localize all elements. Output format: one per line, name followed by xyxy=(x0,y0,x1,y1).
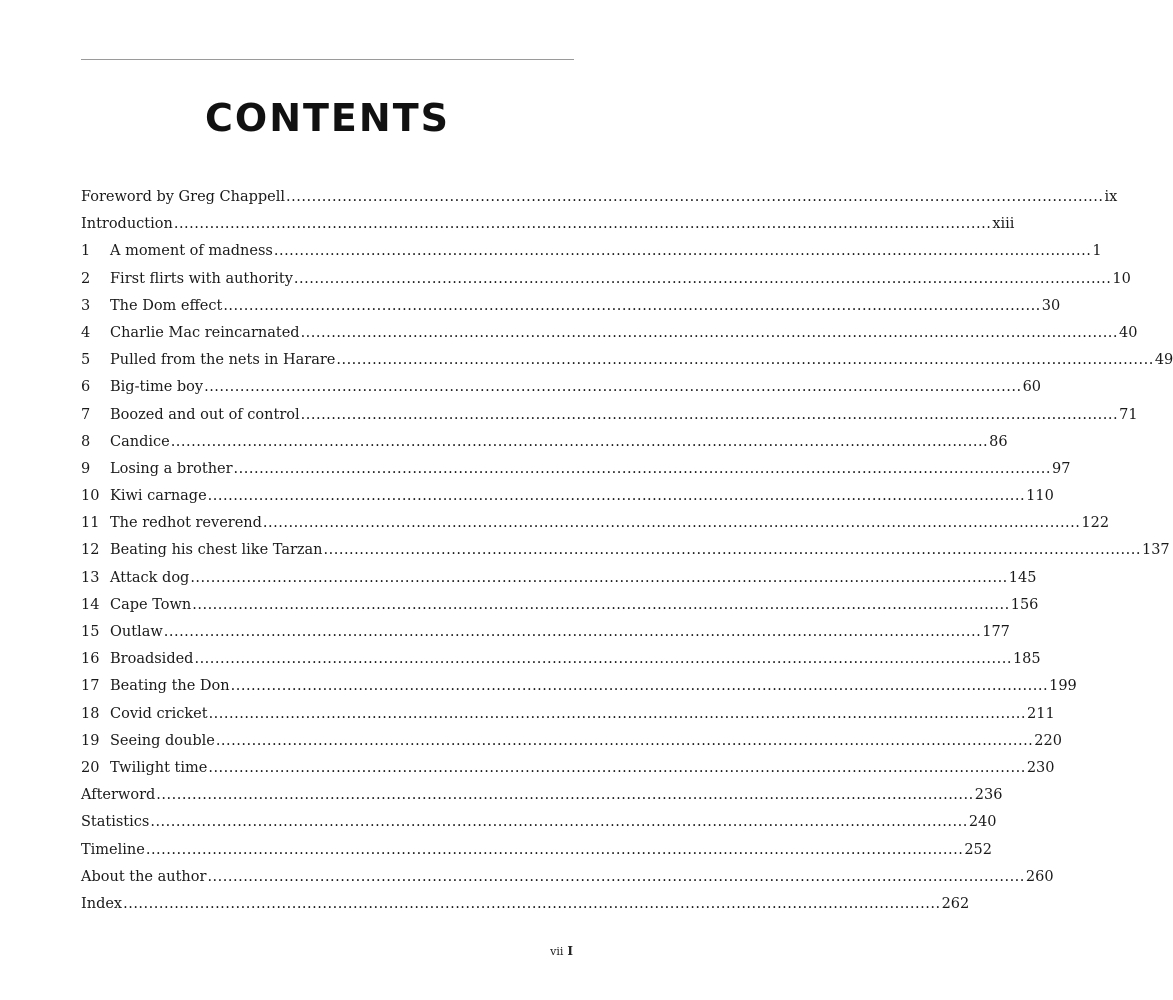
chapter-number: 20 xyxy=(81,759,100,776)
dot-leader: ................................................................................................................................................................ xyxy=(293,270,1112,287)
entry-title: The redhot reverend xyxy=(110,515,262,532)
chapter-number: 17 xyxy=(81,678,100,695)
page-number: 211 xyxy=(1027,705,1055,722)
dot-leader: ................................................................................................................................................................ xyxy=(230,678,1049,695)
toc-entry[interactable] xyxy=(81,592,1039,619)
page-number: 97 xyxy=(1052,460,1071,477)
dot-leader: ................................................................................................................................................................ xyxy=(233,460,1052,477)
chapter-number: 12 xyxy=(81,542,100,559)
entry-title: Boozed and out of control xyxy=(110,406,300,423)
toc-entry[interactable] xyxy=(81,402,1138,429)
entry-title: Pulled from the nets in Harare xyxy=(110,352,336,369)
entry-title: First flirts with authority xyxy=(110,270,293,287)
entry-title: Cape Town xyxy=(110,596,192,613)
entry-title: A moment of madness xyxy=(110,243,273,260)
dot-leader: ................................................................................................................................................................ xyxy=(194,651,1012,668)
entry-title: Introduction xyxy=(81,216,173,233)
toc-entry[interactable] xyxy=(81,374,1042,401)
dot-leader: ................................................................................................................................................................ xyxy=(208,705,1027,722)
page-number: 40 xyxy=(1119,324,1138,341)
toc-entry[interactable] xyxy=(81,864,1054,891)
page-number: 230 xyxy=(1026,759,1055,776)
chapter-number: 3 xyxy=(81,297,91,314)
chapter-number: 2 xyxy=(81,270,91,287)
folio-mark: I xyxy=(567,944,573,958)
dot-leader: ................................................................................................................................................................ xyxy=(150,814,968,831)
toc-entry[interactable] xyxy=(81,809,997,836)
toc-entry[interactable] xyxy=(81,891,970,918)
dot-leader: ................................................................................................................................................................ xyxy=(123,895,941,912)
dot-leader: ................................................................................................................................................................ xyxy=(207,868,1025,885)
entry-title: The Dom effect xyxy=(110,297,223,314)
dot-leader: ................................................................................................................................................................ xyxy=(204,379,1022,396)
toc-entry[interactable] xyxy=(81,701,1055,728)
page-number: 185 xyxy=(1012,651,1041,668)
dot-leader: ................................................................................................................................................................ xyxy=(300,406,1119,423)
entry-title: Covid cricket xyxy=(110,705,208,722)
entry-title: Candice xyxy=(110,433,170,450)
toc-entry[interactable] xyxy=(81,456,1071,483)
entry-title: Twilight time xyxy=(110,759,208,776)
page-number: 252 xyxy=(964,841,992,858)
toc-entry[interactable] xyxy=(81,728,1062,755)
toc-entry[interactable] xyxy=(81,619,1010,646)
toc-entry[interactable] xyxy=(81,320,1138,347)
page-number: 145 xyxy=(1008,569,1037,586)
page-number: 236 xyxy=(974,787,1003,804)
toc-entry[interactable] xyxy=(81,755,1055,782)
chapter-number: 11 xyxy=(81,515,100,532)
entry-title: Beating his chest like Tarzan xyxy=(110,542,323,559)
chapter-number: 18 xyxy=(81,705,100,722)
toc-entry[interactable] xyxy=(81,673,1077,700)
toc-entry[interactable] xyxy=(81,211,1015,238)
entry-title: Outlaw xyxy=(110,624,163,640)
dot-leader: ................................................................................................................................................................ xyxy=(163,624,982,640)
toc-entry[interactable] xyxy=(81,429,1008,456)
dot-leader: ................................................................................................................................................................ xyxy=(156,787,974,804)
folio-page-number: vii xyxy=(550,945,564,958)
dot-leader: ................................................................................................................................................................ xyxy=(173,216,992,233)
chapter-number: 5 xyxy=(81,352,91,369)
chapter-number: 9 xyxy=(81,460,91,477)
chapter-number: 7 xyxy=(81,406,91,423)
entry-title: Big-time boy xyxy=(110,379,204,396)
page-number: 260 xyxy=(1025,868,1054,885)
entry-title: Afterword xyxy=(81,787,156,804)
page-number: 122 xyxy=(1081,515,1110,532)
dot-leader: ................................................................................................................................................................ xyxy=(208,759,1026,776)
page-number: 1 xyxy=(1092,243,1102,260)
chapter-number: 16 xyxy=(81,651,100,668)
top-rule xyxy=(81,59,574,60)
toc-entry[interactable] xyxy=(81,565,1037,592)
page-number: 30 xyxy=(1041,297,1061,314)
entry-title: Broadsided xyxy=(110,651,194,668)
toc-entry[interactable] xyxy=(81,782,1003,809)
chapter-number: 8 xyxy=(81,433,91,450)
entry-title: Index xyxy=(81,895,123,912)
entry-title: Seeing double xyxy=(110,732,215,749)
entry-title: Statistics xyxy=(81,814,150,831)
chapter-number: 6 xyxy=(81,379,91,396)
entry-title: Kiwi carnage xyxy=(110,488,207,505)
page-number: 262 xyxy=(941,895,970,912)
toc-entry[interactable] xyxy=(81,646,1041,673)
dot-leader: ................................................................................................................................................................ xyxy=(286,189,1104,205)
dot-leader: ................................................................................................................................................................ xyxy=(300,324,1119,341)
page-number: 240 xyxy=(968,814,997,831)
page-number: 60 xyxy=(1022,379,1042,396)
dot-leader: ................................................................................................................................................................ xyxy=(223,297,1041,314)
toc-entry[interactable] xyxy=(81,184,1118,211)
chapter-number: 14 xyxy=(81,596,100,613)
dot-leader: ................................................................................................................................................................ xyxy=(262,515,1081,532)
chapter-number: 15 xyxy=(81,624,100,640)
dot-leader: ................................................................................................................................................................ xyxy=(170,433,989,450)
toc-entry[interactable] xyxy=(81,837,992,864)
page-number: 156 xyxy=(1010,596,1039,613)
dot-leader: ................................................................................................................................................................ xyxy=(273,243,1092,260)
page-number: 110 xyxy=(1026,488,1054,505)
page-number: 71 xyxy=(1119,406,1138,423)
chapter-number: 19 xyxy=(81,732,100,749)
table-of-contents xyxy=(81,184,1173,918)
entry-title: Timeline xyxy=(81,841,145,858)
entry-title: About the author xyxy=(81,868,207,885)
dot-leader: ................................................................................................................................................................ xyxy=(192,596,1010,613)
dot-leader: ................................................................................................................................................................ xyxy=(215,732,1034,749)
chapter-number: 4 xyxy=(81,324,91,341)
page-number: 49 xyxy=(1154,352,1173,369)
entry-title: Charlie Mac reincarnated xyxy=(110,324,300,341)
page-number: 86 xyxy=(989,433,1008,450)
toc-entry[interactable] xyxy=(81,483,1054,510)
chapter-number: 10 xyxy=(81,488,100,505)
toc-entry[interactable] xyxy=(81,266,1131,293)
entry-title: Foreword by Greg Chappell xyxy=(81,189,286,205)
toc-entry[interactable] xyxy=(81,293,1061,320)
page-folio xyxy=(550,944,573,958)
page-number: xiii xyxy=(992,216,1015,233)
dot-leader: ................................................................................................................................................................ xyxy=(323,542,1141,559)
page-title: CONTENTS xyxy=(205,96,450,140)
dot-leader: ................................................................................................................................................................ xyxy=(145,841,964,858)
page-number: ix xyxy=(1104,189,1118,205)
page-number: 177 xyxy=(982,624,1010,640)
chapter-number: 13 xyxy=(81,569,100,586)
toc-entry[interactable] xyxy=(81,537,1170,564)
page-number: 10 xyxy=(1112,270,1131,287)
toc-entry[interactable] xyxy=(81,347,1173,374)
entry-title: Attack dog xyxy=(110,569,190,586)
entry-title: Losing a brother xyxy=(110,460,233,477)
page-number: 137 xyxy=(1141,542,1170,559)
toc-entry[interactable] xyxy=(81,238,1102,265)
page-number: 199 xyxy=(1049,678,1077,695)
chapter-number: 1 xyxy=(81,243,91,260)
page-number: 220 xyxy=(1034,732,1062,749)
toc-entry[interactable] xyxy=(81,510,1110,537)
dot-leader: ................................................................................................................................................................ xyxy=(336,352,1154,369)
dot-leader: ................................................................................................................................................................ xyxy=(190,569,1008,586)
entry-title: Beating the Don xyxy=(110,678,230,695)
dot-leader: ................................................................................................................................................................ xyxy=(207,488,1026,505)
